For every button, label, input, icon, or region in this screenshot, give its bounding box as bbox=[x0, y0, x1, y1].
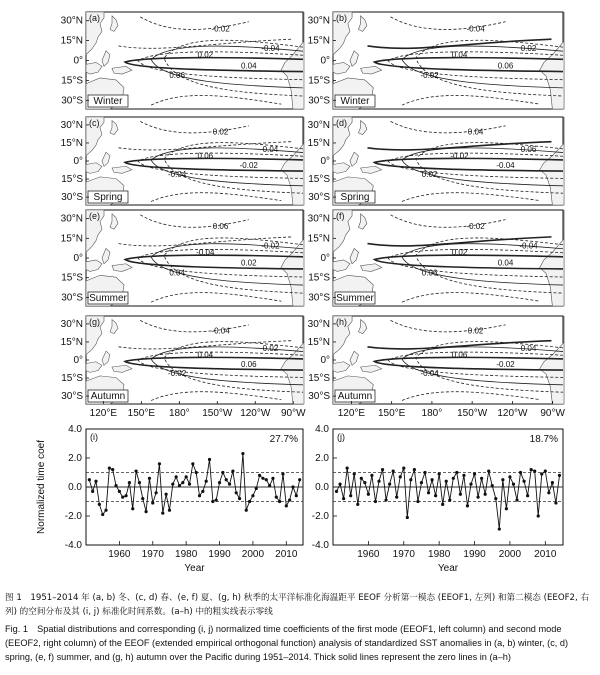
lat-tick-label: 0° bbox=[73, 355, 83, 366]
data-point bbox=[491, 484, 494, 487]
contour-label: 0.02 bbox=[262, 344, 279, 354]
data-point bbox=[335, 490, 338, 493]
lon-tick-label: 150°W bbox=[457, 408, 488, 419]
data-point bbox=[484, 493, 487, 496]
data-point bbox=[175, 475, 178, 478]
x-tick-label: 1980 bbox=[428, 549, 451, 560]
data-point bbox=[416, 500, 419, 503]
data-point bbox=[255, 487, 258, 490]
data-point bbox=[218, 481, 221, 484]
lat-tick-label: 15°N bbox=[307, 35, 330, 47]
data-point bbox=[434, 494, 437, 497]
contour-label: -0.02 bbox=[211, 24, 230, 34]
data-point bbox=[108, 467, 111, 470]
data-point bbox=[215, 498, 218, 501]
data-point bbox=[360, 477, 363, 480]
x-tick-label: 1990 bbox=[208, 549, 231, 560]
lon-tick-label: 150°E bbox=[127, 408, 156, 419]
data-point bbox=[121, 496, 124, 499]
panel-tag: (e) bbox=[89, 211, 100, 221]
lon-tick-label: 150°W bbox=[202, 408, 233, 419]
y-tick-label: -4.0 bbox=[311, 540, 329, 551]
data-point bbox=[141, 497, 144, 500]
lon-tick-label: 120°W bbox=[497, 408, 528, 419]
contour-label: 0.06 bbox=[520, 145, 537, 155]
x-tick-label: 1960 bbox=[357, 549, 380, 560]
lat-tick-label: 15°N bbox=[307, 137, 330, 149]
lon-tick-label: 150°E bbox=[377, 408, 406, 419]
contour-label: -0.04 bbox=[496, 161, 515, 171]
y-tick-label: 0.0 bbox=[315, 482, 329, 493]
contour-label: 0.04 bbox=[262, 145, 279, 155]
data-point bbox=[505, 507, 508, 510]
data-point bbox=[188, 483, 191, 486]
lon-tick-label: 90°W bbox=[540, 408, 565, 419]
x-tick-label: 1970 bbox=[141, 549, 164, 560]
season-label: Spring bbox=[93, 192, 123, 203]
data-point bbox=[459, 493, 462, 496]
data-point bbox=[231, 469, 234, 472]
map-panels bbox=[61, 12, 566, 419]
data-point bbox=[448, 498, 451, 501]
data-point bbox=[441, 503, 444, 506]
contour-label: -0.02 bbox=[239, 161, 258, 171]
data-point bbox=[452, 477, 455, 480]
x-tick-label: 1990 bbox=[463, 549, 486, 560]
x-axis-label: Year bbox=[184, 563, 205, 574]
data-point bbox=[438, 472, 441, 475]
contour-label: 0.06 bbox=[497, 61, 514, 71]
y-tick-label: -2.0 bbox=[64, 511, 82, 522]
map-panel-d bbox=[308, 117, 564, 205]
lat-tick-label: 30°S bbox=[308, 292, 330, 304]
data-point bbox=[288, 498, 291, 501]
contour-label: 0.06 bbox=[421, 268, 438, 278]
data-point bbox=[94, 480, 97, 483]
contour-label: 0.02 bbox=[467, 326, 484, 336]
lat-tick-label: 15°N bbox=[307, 336, 330, 348]
lat-tick-label: 0° bbox=[320, 253, 330, 264]
lon-tick-label: 120°E bbox=[337, 408, 366, 419]
data-point bbox=[547, 491, 550, 494]
contour-label: 0.02 bbox=[520, 43, 537, 53]
data-point bbox=[295, 494, 298, 497]
data-point bbox=[420, 481, 423, 484]
contour-label: 0.04 bbox=[240, 61, 257, 71]
lat-tick-label: 30°N bbox=[307, 318, 330, 330]
data-point bbox=[118, 490, 121, 493]
lat-tick-label: 30°N bbox=[307, 213, 330, 225]
x-tick-label: 2010 bbox=[534, 549, 557, 560]
panel-tag: (d) bbox=[336, 118, 347, 128]
data-point bbox=[469, 483, 472, 486]
data-point bbox=[462, 474, 465, 477]
data-point bbox=[498, 527, 501, 530]
data-point bbox=[178, 484, 181, 487]
data-point bbox=[363, 481, 366, 484]
data-point bbox=[533, 469, 536, 472]
panel-tag: (a) bbox=[89, 13, 100, 23]
data-point bbox=[128, 481, 131, 484]
data-point bbox=[281, 472, 284, 475]
panel-tag: (c) bbox=[89, 118, 100, 128]
x-tick-label: 1970 bbox=[392, 549, 415, 560]
y-tick-label: 2.0 bbox=[68, 453, 82, 464]
data-point bbox=[111, 468, 114, 471]
data-point bbox=[168, 509, 171, 512]
contour-label: 0.02 bbox=[451, 248, 468, 258]
season-label: Winter bbox=[93, 96, 123, 107]
data-point bbox=[554, 501, 557, 504]
data-point bbox=[151, 501, 154, 504]
lat-tick-label: 30°S bbox=[308, 391, 330, 403]
data-point bbox=[480, 477, 483, 480]
lat-tick-label: 0° bbox=[320, 355, 330, 366]
contour-label: -0.02 bbox=[261, 241, 280, 251]
data-point bbox=[104, 509, 107, 512]
data-point bbox=[356, 503, 359, 506]
data-point bbox=[342, 497, 345, 500]
data-point bbox=[413, 468, 416, 471]
y-tick-label: 4.0 bbox=[68, 424, 82, 435]
contour-label: 0.02 bbox=[421, 169, 438, 179]
data-point bbox=[392, 469, 395, 472]
data-point bbox=[278, 500, 281, 503]
data-point bbox=[473, 472, 476, 475]
contour-label: 0.04 bbox=[451, 50, 468, 60]
contour-label: -0.04 bbox=[261, 43, 280, 53]
lat-tick-label: 0° bbox=[320, 55, 330, 67]
data-point bbox=[208, 458, 211, 461]
data-point bbox=[427, 491, 430, 494]
lon-tick-label: 180° bbox=[421, 408, 443, 419]
x-tick-label: 1960 bbox=[108, 549, 131, 560]
contour-label: -0.02 bbox=[420, 70, 439, 80]
map-panel-g bbox=[61, 316, 306, 419]
time-series-panel-j bbox=[312, 424, 563, 574]
contour-label: 0.04 bbox=[520, 344, 537, 354]
x-tick-label: 2010 bbox=[275, 549, 298, 560]
lat-tick-label: 15°S bbox=[61, 373, 83, 385]
data-point bbox=[241, 452, 244, 455]
data-point bbox=[384, 498, 387, 501]
data-point bbox=[522, 480, 525, 483]
data-point bbox=[367, 493, 370, 496]
data-point bbox=[402, 467, 405, 470]
lat-tick-label: 30°S bbox=[61, 192, 83, 204]
data-point bbox=[544, 469, 547, 472]
data-point bbox=[370, 474, 373, 477]
data-point bbox=[558, 474, 561, 477]
x-tick-label: 2000 bbox=[498, 549, 522, 560]
data-point bbox=[221, 471, 224, 474]
map-panel-a bbox=[61, 12, 304, 109]
data-point bbox=[261, 477, 264, 480]
lat-tick-label: 0° bbox=[73, 156, 83, 167]
contour-label: 0.06 bbox=[212, 222, 229, 232]
lat-tick-label: 30°N bbox=[307, 119, 330, 131]
map-panel-e bbox=[61, 210, 304, 306]
data-point bbox=[258, 474, 261, 477]
contour-label: -0.02 bbox=[168, 368, 187, 378]
data-point bbox=[205, 480, 208, 483]
contour-label: -0.04 bbox=[211, 326, 230, 336]
x-tick-label: 2000 bbox=[241, 549, 265, 560]
contour-label: -0.02 bbox=[450, 151, 469, 161]
panel-tag: (i) bbox=[90, 432, 98, 442]
data-point bbox=[235, 491, 238, 494]
data-point bbox=[353, 472, 356, 475]
map-panel-f bbox=[308, 210, 564, 306]
y-tick-label: -4.0 bbox=[64, 540, 82, 551]
variance-percent: 18.7% bbox=[529, 434, 558, 445]
lat-tick-label: 15°S bbox=[61, 272, 83, 284]
data-point bbox=[423, 471, 426, 474]
x-axis-label: Year bbox=[437, 563, 459, 574]
data-point bbox=[88, 478, 91, 481]
data-point bbox=[512, 483, 515, 486]
contour-label: 0.02 bbox=[240, 258, 257, 268]
lat-tick-label: 15°N bbox=[60, 137, 83, 149]
data-point bbox=[201, 490, 204, 493]
data-point bbox=[298, 478, 301, 481]
lat-tick-label: 15°S bbox=[308, 75, 330, 87]
contour-label: 0.04 bbox=[169, 268, 185, 278]
contour-label: -0.04 bbox=[519, 241, 538, 251]
lat-tick-label: 15°N bbox=[60, 336, 83, 348]
data-point bbox=[537, 514, 540, 517]
y-tick-label: 2.0 bbox=[315, 453, 329, 464]
season-label: Autumn bbox=[90, 391, 126, 402]
y-tick-label: 4.0 bbox=[315, 424, 329, 435]
data-point bbox=[98, 503, 101, 506]
time-series-panel-i bbox=[65, 424, 303, 574]
data-point bbox=[144, 510, 147, 513]
data-point bbox=[540, 472, 543, 475]
data-point bbox=[268, 484, 271, 487]
data-point bbox=[399, 475, 402, 478]
data-point bbox=[134, 469, 137, 472]
lat-tick-label: 15°S bbox=[61, 174, 83, 186]
data-point bbox=[155, 491, 158, 494]
lat-tick-label: 30°S bbox=[308, 192, 330, 204]
data-point bbox=[171, 483, 174, 486]
data-point bbox=[291, 485, 294, 488]
data-point bbox=[148, 477, 151, 480]
lat-tick-label: 30°S bbox=[308, 95, 330, 107]
lat-tick-label: 15°N bbox=[60, 233, 83, 245]
data-point bbox=[346, 467, 349, 470]
lat-tick-label: 30°N bbox=[60, 119, 83, 131]
data-point bbox=[476, 496, 479, 499]
lat-tick-label: 15°S bbox=[308, 272, 330, 284]
data-point bbox=[165, 493, 168, 496]
figure-caption-english: Fig. 1 Spatial distributions and corresponding (i, j) normalized time coefficients of the first mode (EEOF1, left column) and second mode (EEOF2, right column) of the EEOF (extended empirical orthogonal function) analysis of standardized SST anomalies in (a, b) winter, (c, d) spring, (e, f) summer, and (g, h) autumn over the Pacific during 1951–2014. Thick solid lines represent the zero lines in (a–h) bbox=[5, 624, 569, 662]
y-tick-label: 0.0 bbox=[68, 482, 82, 493]
data-point bbox=[349, 494, 352, 497]
contour-label: 0.04 bbox=[197, 350, 214, 360]
lon-tick-label: 120°W bbox=[240, 408, 271, 419]
lat-tick-label: 30°N bbox=[60, 15, 83, 27]
season-label: Winter bbox=[340, 96, 370, 107]
lat-tick-label: 0° bbox=[320, 156, 330, 167]
lat-tick-label: 0° bbox=[73, 253, 83, 264]
data-point bbox=[185, 475, 188, 478]
data-point bbox=[406, 516, 409, 519]
lat-tick-label: 30°N bbox=[60, 213, 83, 225]
data-point bbox=[238, 497, 241, 500]
contour-label: -0.04 bbox=[196, 248, 215, 258]
data-point bbox=[395, 496, 398, 499]
data-point bbox=[530, 468, 533, 471]
data-point bbox=[158, 462, 161, 465]
data-point bbox=[409, 478, 412, 481]
map-panel-h bbox=[308, 316, 566, 419]
data-point bbox=[271, 477, 274, 480]
lon-tick-label: 90°W bbox=[280, 408, 306, 419]
season-label: Summer bbox=[336, 293, 374, 304]
data-point bbox=[225, 478, 228, 481]
panel-tag: (j) bbox=[337, 432, 345, 442]
contour-label: -0.04 bbox=[466, 24, 485, 34]
y-tick-label: -2.0 bbox=[311, 511, 329, 522]
data-point bbox=[508, 475, 511, 478]
data-point bbox=[445, 480, 448, 483]
lat-tick-label: 30°N bbox=[60, 318, 83, 330]
data-point bbox=[198, 494, 201, 497]
data-point bbox=[515, 498, 518, 501]
variance-percent: 27.7% bbox=[269, 434, 298, 445]
lat-tick-label: 15°S bbox=[308, 174, 330, 186]
data-point bbox=[338, 483, 341, 486]
data-point bbox=[487, 469, 490, 472]
y-axis-label: Normalized time coef bbox=[36, 440, 47, 534]
data-point bbox=[265, 478, 268, 481]
time-series-panels bbox=[36, 424, 563, 574]
data-point bbox=[526, 494, 529, 497]
contour-label: -0.02 bbox=[466, 222, 485, 232]
contour-label: -0.02 bbox=[496, 360, 515, 370]
data-point bbox=[195, 471, 198, 474]
data-point bbox=[251, 494, 254, 497]
lon-tick-label: 180° bbox=[168, 408, 190, 419]
contour-label: -0.04 bbox=[168, 169, 187, 179]
x-tick-label: 1980 bbox=[175, 549, 198, 560]
data-point bbox=[374, 500, 377, 503]
data-point bbox=[430, 478, 433, 481]
lat-tick-label: 30°S bbox=[61, 391, 83, 403]
lat-tick-label: 15°N bbox=[60, 35, 83, 47]
contour-label: 0.06 bbox=[197, 151, 214, 161]
map-panel-c bbox=[61, 117, 304, 205]
data-point bbox=[519, 471, 522, 474]
season-label: Autumn bbox=[337, 391, 373, 402]
data-point bbox=[114, 484, 117, 487]
data-point bbox=[466, 504, 469, 507]
data-point bbox=[248, 500, 251, 503]
lat-tick-label: 15°S bbox=[308, 373, 330, 385]
contour-label: 0.02 bbox=[212, 127, 229, 137]
panel-tag: (b) bbox=[336, 13, 347, 23]
data-point bbox=[501, 478, 504, 481]
data-point bbox=[131, 507, 134, 510]
contour-label: -0.04 bbox=[420, 368, 439, 378]
data-point bbox=[191, 462, 194, 465]
contour-label: 0.02 bbox=[197, 50, 214, 60]
contour-label: 0.04 bbox=[467, 127, 484, 137]
lat-tick-label: 30°N bbox=[307, 15, 330, 27]
contour-label: 0.06 bbox=[169, 70, 185, 80]
lon-tick-label: 120°E bbox=[89, 408, 118, 419]
panel-tag: (h) bbox=[336, 317, 347, 327]
data-point bbox=[124, 494, 127, 497]
panel-tag: (f) bbox=[336, 211, 345, 221]
panel-tag: (g) bbox=[89, 317, 100, 327]
lat-tick-label: 30°S bbox=[61, 95, 83, 107]
map-panel-b bbox=[308, 12, 564, 109]
data-point bbox=[494, 497, 497, 500]
data-point bbox=[455, 471, 458, 474]
season-label: Spring bbox=[340, 192, 370, 203]
data-point bbox=[138, 481, 141, 484]
lat-tick-label: 15°N bbox=[307, 233, 330, 245]
data-point bbox=[245, 509, 248, 512]
lat-tick-label: 0° bbox=[73, 55, 83, 67]
figure-caption-chinese: 图 1 1951–2014 年 (a, b) 冬、(c, d) 春、(e, f) 夏、(g, h) 秋季的太平洋标准化海温距平 EEOF 分析第一模态 (EEOF1, 左列) 和第二模态 (EEOF2, 右列) 的空间分布及其 (i, j) 标准化时间系数。(a–h) 中的粗实线表示零线 bbox=[5, 593, 590, 617]
data-point bbox=[551, 481, 554, 484]
data-point bbox=[211, 500, 214, 503]
data-point bbox=[275, 496, 278, 499]
data-point bbox=[388, 483, 391, 486]
data-point bbox=[377, 480, 380, 483]
data-point bbox=[381, 468, 384, 471]
contour-label: 0.04 bbox=[497, 258, 514, 268]
data-point bbox=[101, 513, 104, 516]
data-point bbox=[285, 504, 288, 507]
data-point bbox=[91, 490, 94, 493]
data-point bbox=[181, 481, 184, 484]
data-point bbox=[161, 511, 164, 514]
contour-label: 0.06 bbox=[451, 350, 468, 360]
lat-tick-label: 15°S bbox=[61, 75, 83, 87]
season-label: Summer bbox=[89, 293, 127, 304]
data-point bbox=[228, 483, 231, 486]
contour-label: 0.06 bbox=[240, 360, 257, 370]
lat-tick-label: 30°S bbox=[61, 292, 83, 304]
